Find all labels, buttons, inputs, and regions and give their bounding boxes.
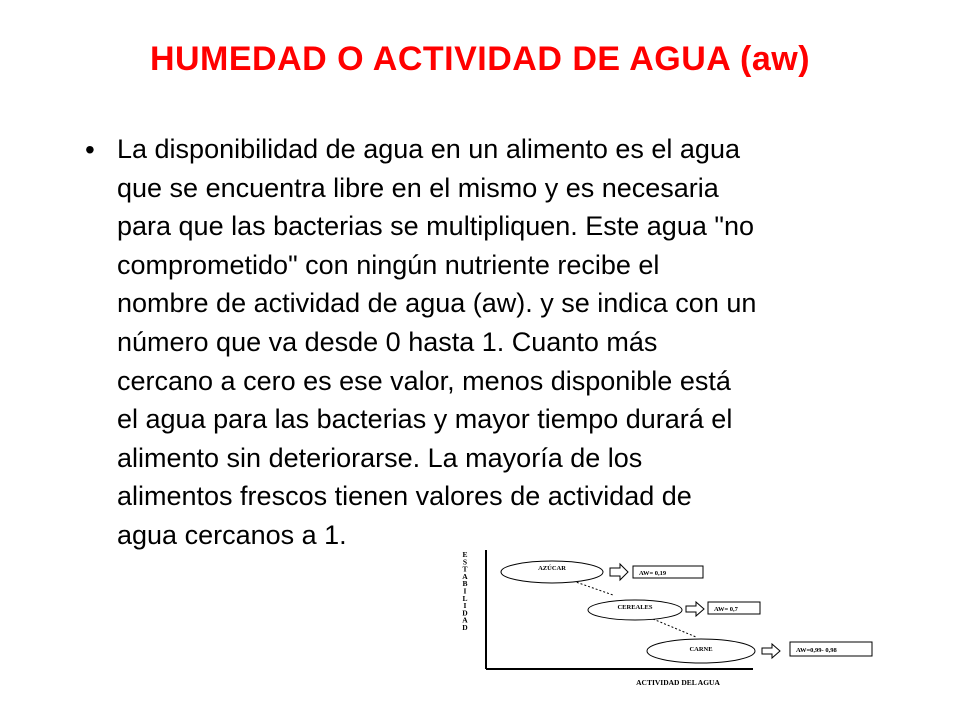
water-activity-diagram bbox=[448, 545, 878, 690]
slide-title: HUMEDAD O ACTIVIDAD DE AGUA (aw) bbox=[149, 40, 811, 78]
paragraph-line: comprometido" con ningún nutriente recibe el bbox=[117, 249, 660, 280]
paragraph-line: agua cercanos a 1. bbox=[117, 519, 347, 550]
paragraph-line: La disponibilidad de agua en un alimento es el agua bbox=[117, 134, 740, 164]
paragraph-line: para que las bacterias se multipliquen. Este agua "no bbox=[117, 211, 754, 242]
paragraph-line: nombre de actividad de agua (aw). y se indica con un bbox=[117, 288, 757, 319]
paragraph-line: alimento sin deteriorarse. La mayoría de los bbox=[117, 442, 643, 473]
carne-aw-value: AW=0,99- 0,98 bbox=[796, 647, 837, 654]
y-axis-label: E S T A B I L I D A D bbox=[462, 550, 468, 632]
bullet-point: • bbox=[85, 134, 95, 165]
paragraph-line: cercano a cero es ese valor, menos disponible está bbox=[117, 365, 731, 396]
arrow-icon bbox=[686, 602, 704, 616]
paragraph-line: alimentos frescos tienen valores de actividad de bbox=[117, 481, 692, 512]
cereales-label: CEREALES bbox=[617, 604, 653, 611]
connector-dotted bbox=[573, 581, 613, 595]
paragraph-line: que se encuentra libre en el mismo y es necesaria bbox=[117, 172, 719, 203]
azucar-aw-value: AW= 0,19 bbox=[639, 570, 667, 577]
azucar-label: AZÚCAR bbox=[538, 565, 566, 572]
paragraph-line: número que va desde 0 hasta 1. Cuanto más bbox=[117, 326, 658, 357]
x-axis-label: ACTIVIDAD DEL AGUA bbox=[636, 678, 720, 687]
arrow-icon bbox=[762, 644, 780, 658]
cereales-aw-value: AW= 0,7 bbox=[714, 606, 738, 613]
connector-dotted bbox=[653, 619, 696, 637]
carne-label: CARNE bbox=[689, 646, 713, 653]
arrow-icon bbox=[610, 564, 628, 580]
paragraph-line: el agua para las bacterias y mayor tiempo durará el bbox=[117, 404, 733, 435]
body-paragraph bbox=[117, 130, 893, 555]
